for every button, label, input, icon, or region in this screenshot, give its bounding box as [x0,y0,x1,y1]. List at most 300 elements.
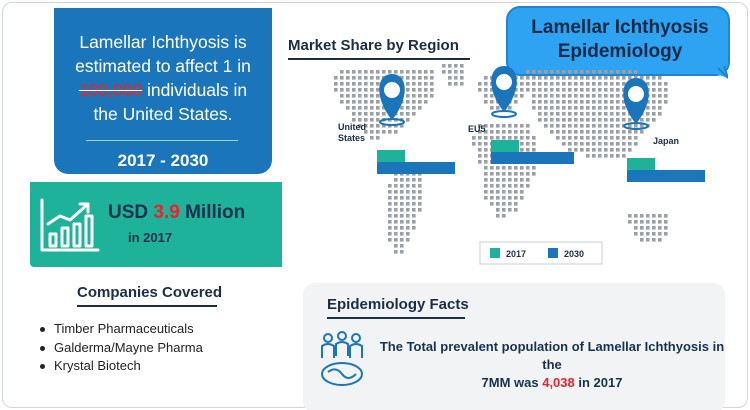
market-share-map [300,60,720,280]
map-dot [580,82,584,86]
map-dot [658,214,662,218]
map-dot [520,166,524,170]
map-dot [598,88,602,92]
map-dot [532,100,536,104]
map-dot [574,118,578,122]
map-dot [586,124,590,128]
map-dot [586,76,590,80]
map-dot [358,82,362,86]
map-dot [340,100,344,104]
map-dot [634,142,638,146]
map-dot [478,88,482,92]
map-pin-base [492,111,516,117]
map-dot [544,112,548,116]
map-dot [460,82,464,86]
map-dot [502,196,506,200]
map-dot [508,196,512,200]
map-dot [520,136,524,140]
map-dot [616,148,620,152]
map-dot [580,70,584,74]
map-dot [568,100,572,104]
map-dot [556,112,560,116]
companies-underline [77,305,217,307]
map-dot [406,202,410,206]
map-dot [556,70,560,74]
map-dot [634,124,638,128]
map-dot [658,112,662,116]
map-dot [400,250,404,254]
map-dot [568,112,572,116]
market-value-year: in 2017 [128,230,173,245]
map-dot [652,94,656,98]
map-dot [508,124,512,128]
map-dot [490,190,494,194]
map-dot [604,124,608,128]
map-dot [388,130,392,134]
map-dot [346,94,350,98]
map-dot [376,136,380,140]
map-dot [568,70,572,74]
prevalence-line-3-rest: individuals in [142,80,248,100]
map-dot [616,124,620,128]
map-dot [634,130,638,134]
map-dot [592,142,596,146]
map-dot [346,100,350,104]
map-dot [586,142,590,146]
map-dot [568,148,572,152]
facts-underline [327,317,465,319]
map-dot [424,100,428,104]
map-dot [538,100,542,104]
map-dot [562,142,566,146]
map-dot [388,202,392,206]
map-dot [610,94,614,98]
map-dot [454,76,458,80]
map-dot [574,88,578,92]
map-dot [526,136,530,140]
map-dot [568,88,572,92]
map-dot [550,76,554,80]
map-dot [424,94,428,98]
map-dot [430,94,434,98]
map-dot [538,112,542,116]
map-dot [604,88,608,92]
map-dot [586,106,590,110]
map-dot [562,106,566,110]
map-dot [514,136,518,140]
map-dot [514,208,518,212]
bar-2017 [627,158,655,170]
map-dot [406,70,410,74]
map-dot [514,100,518,104]
map-dot [406,118,410,122]
map-dot [592,154,596,158]
map-dot [538,70,542,74]
map-dot [592,130,596,134]
page-title-line-1: Lamellar Ichthyosis [531,17,709,38]
legend-swatch [548,248,558,258]
map-dot [586,70,590,74]
map-dot [352,94,356,98]
map-dot [442,70,446,74]
map-dot [574,142,578,146]
map-dot [598,118,602,122]
map-dot [382,70,386,74]
map-dot [646,106,650,110]
map-dot [394,220,398,224]
map-dot [526,124,530,128]
map-dot [526,88,530,92]
map-dot [340,76,344,80]
map-dot [604,94,608,98]
map-dot [520,178,524,182]
map-dot [418,184,422,188]
map-dot [502,184,506,188]
map-dot [478,154,482,158]
map-dot [448,82,452,86]
map-dot [514,196,518,200]
map-dot [556,82,560,86]
map-dot [364,76,368,80]
map-dot [646,118,650,122]
map-dot [592,100,596,104]
map-dot [394,244,398,248]
map-dot [490,178,494,182]
map-dot [496,136,500,140]
map-dot [652,112,656,116]
map-dot [520,82,524,86]
map-dot [394,178,398,182]
map-dot [538,76,542,80]
map-dot [562,100,566,104]
map-dot [418,106,422,110]
map-dot [484,82,488,86]
map-dot [556,76,560,80]
map-dot [544,88,548,92]
map-dot [496,184,500,188]
map-dot [538,118,542,122]
map-dot [646,112,650,116]
map-dot [406,76,410,80]
map-dot [562,124,566,128]
map-dot [412,190,416,194]
map-dot [454,70,458,74]
map-dot [598,154,602,158]
map-dot [622,130,626,134]
map-dot [652,88,656,92]
map-dot [406,100,410,104]
map-dot [490,172,494,176]
map-dot [334,88,338,92]
map-dot [412,76,416,80]
map-dot [562,88,566,92]
map-dot [382,130,386,134]
map-dot [610,76,614,80]
map-dot [484,166,488,170]
map-dot [418,100,422,104]
map-dot [490,106,494,110]
map-dot [460,76,464,80]
map-dot [490,100,494,104]
map-dot [616,130,620,134]
map-dot [508,136,512,140]
map-dot [364,82,368,86]
map-dot [412,226,416,230]
map-dot [364,106,368,110]
map-dot [652,82,656,86]
map-dot [412,214,416,218]
map-dot [574,82,578,86]
map-dot [658,106,662,110]
map-dot [508,190,512,194]
map-dot [646,232,650,236]
map-dot [484,184,488,188]
map-dot [646,214,650,218]
prevalence-highlight: 100,000 [78,80,143,100]
map-dot [376,124,380,128]
map-dot [604,106,608,110]
map-dot [496,106,500,110]
map-dot [586,118,590,122]
map-dot [514,202,518,206]
map-dot [652,226,656,230]
map-dot [598,142,602,146]
map-dot [646,238,650,242]
map-dot [370,94,374,98]
map-dot [664,100,668,104]
map-dot [406,82,410,86]
map-dot [484,136,488,140]
map-dot [370,124,374,128]
region-label: Japan [653,136,680,146]
map-dot [418,202,422,206]
map-dot [592,82,596,86]
map-dot [406,220,410,224]
map-dot [598,112,602,116]
map-dot [508,202,512,206]
map-dot [556,100,560,104]
map-dot [598,82,602,86]
map-dot [586,148,590,152]
map-dot [526,184,530,188]
map-dot [646,220,650,224]
map-dot [490,166,494,170]
map-dot [610,88,614,92]
map-dot [664,214,668,218]
map-dot [484,88,488,92]
map-dot [628,118,632,122]
facts-line-2-suffix: in 2017 [574,375,623,390]
map-dot [634,214,638,218]
map-dot [652,76,656,80]
map-dot [406,88,410,92]
map-dot [502,202,506,206]
map-dot [412,196,416,200]
map-dot [574,100,578,104]
map-dot [514,166,518,170]
map-dot [400,178,404,182]
map-dot [526,70,530,74]
prevalence-line-3 [62,78,264,102]
map-dot [496,172,500,176]
map-dot [664,232,668,236]
map-dot [388,208,392,212]
map-dot [598,76,602,80]
map-dot [640,130,644,134]
map-dot [370,76,374,80]
map-dot [352,82,356,86]
map-dot [376,70,380,74]
map-dot [562,136,566,140]
map-dot [568,124,572,128]
map-dot [376,118,380,122]
map-dot [370,88,374,92]
map-dot [448,70,452,74]
map-dot [508,166,512,170]
map-dot [400,244,404,248]
map-dot [616,112,620,116]
map-dot [352,88,356,92]
map-dot [430,82,434,86]
map-dot [592,106,596,110]
map-dot [400,70,404,74]
map-dot [502,130,506,134]
map-dot [544,106,548,110]
map-dot [616,88,620,92]
map-dot [610,154,614,158]
map-dot [520,130,524,134]
map-dot [502,208,506,212]
map-dot [358,70,362,74]
map-dot [520,142,524,146]
map-dot [484,178,488,182]
map-dot [496,190,500,194]
map-dot [568,142,572,146]
map-dot [502,124,506,128]
bar-2030 [627,170,705,182]
map-dot [616,82,620,86]
map-dot [376,88,380,92]
map-dot [550,112,554,116]
map-dot [580,148,584,152]
map-dot [508,130,512,134]
map-dot [376,76,380,80]
map-pin-hole [496,74,512,90]
map-dot [412,184,416,188]
map-dot [478,82,482,86]
map-dot [532,172,536,176]
map-dot [610,142,614,146]
map-dot [370,70,374,74]
map-dot [622,118,626,122]
map-dot [400,214,404,218]
map-dot [484,196,488,200]
map-dot [460,70,464,74]
map-dot [388,184,392,188]
company-item: Timber Pharmaceuticals [36,320,203,339]
map-dot [532,166,536,170]
map-dot [532,88,536,92]
map-dot [652,214,656,218]
map-dot [388,238,392,242]
map-dot [346,106,350,110]
map-dot [400,238,404,242]
map-dot [616,154,620,158]
map-pin-base [380,119,404,125]
map-dot [598,70,602,74]
map-dot [604,82,608,86]
map-dot [508,172,512,176]
map-dot [340,88,344,92]
map-dot [388,226,392,230]
map-dot [400,112,404,116]
map-dot [484,154,488,158]
map-dot [622,70,626,74]
map-dot [562,82,566,86]
map-dot [508,184,512,188]
map-dot [556,94,560,98]
divider [86,140,238,141]
map-dot [550,100,554,104]
map-dot [418,94,422,98]
map-dot [592,112,596,116]
map-dot [412,100,416,104]
map-dot [550,82,554,86]
companies-list [36,320,203,376]
map-dot [610,100,614,104]
map-dot [592,70,596,74]
map-dot [646,226,650,230]
map-dot [364,112,368,116]
map-dot [394,232,398,236]
map-dot [490,94,494,98]
map-dot [370,136,374,140]
bar-2030 [377,162,455,174]
map-dot [616,118,620,122]
map-dot [532,94,536,98]
map-dot [388,220,392,224]
map-dot [526,166,530,170]
map-dot [580,112,584,116]
map-dot [562,70,566,74]
map-dot [586,100,590,104]
map-dot [556,106,560,110]
map-dot [424,76,428,80]
map-dot [502,166,506,170]
map-dot [376,100,380,104]
map-dot [580,136,584,140]
map-dot [574,124,578,128]
map-dot [448,64,452,68]
map-dot [664,226,668,230]
map-dot [538,94,542,98]
map-dot [652,100,656,104]
legend-label: 2017 [506,249,527,259]
map-dot [628,220,632,224]
legend-swatch [490,248,500,258]
map-dot [502,178,506,182]
map-dot [604,154,608,158]
map-dot [490,124,494,128]
legend-label: 2030 [564,249,585,259]
map-dot [484,76,488,80]
map-dot [484,172,488,176]
map-dot [394,70,398,74]
map-dot [586,94,590,98]
map-dot [544,76,548,80]
map-pin-hole [384,82,400,98]
map-dot [544,94,548,98]
